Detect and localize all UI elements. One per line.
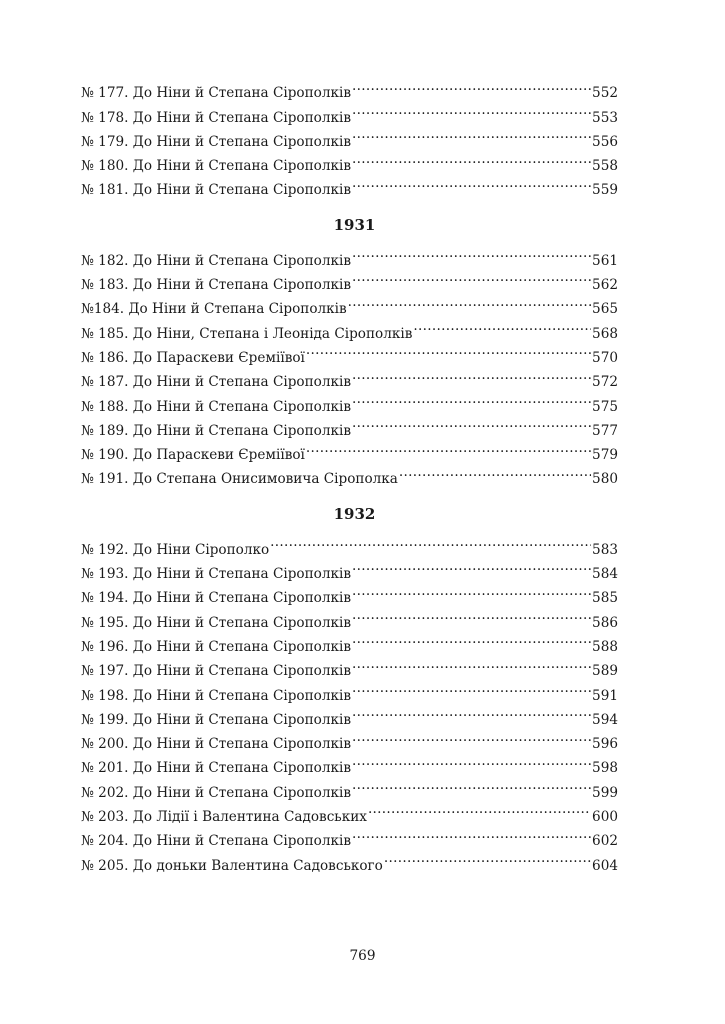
entry-title: № 195. До Ніни й Степана Сірополків	[81, 614, 351, 631]
dot-leader	[306, 435, 591, 459]
entry-page-number: 580	[592, 471, 618, 488]
entry-page-number: 558	[592, 158, 618, 175]
entry-page-number: 586	[592, 614, 618, 631]
toc-entry	[81, 240, 618, 269]
dot-leader	[352, 578, 591, 602]
toc-section	[81, 503, 618, 874]
dot-leader	[352, 627, 591, 651]
entry-page-number: 588	[592, 638, 618, 655]
entry-page-number: 552	[592, 85, 618, 102]
dot-leader	[352, 651, 591, 675]
dot-leader	[352, 265, 591, 289]
entry-page-number: 575	[592, 398, 618, 415]
dot-leader	[352, 772, 591, 796]
entry-title: № 202. До Ніни й Степана Сірополків	[81, 784, 351, 801]
dot-leader	[352, 602, 591, 626]
entry-page-number: 584	[592, 566, 618, 583]
entry-title: № 177. До Ніни й Степана Сірополків	[81, 85, 351, 102]
dot-leader	[352, 821, 591, 845]
dot-leader	[270, 529, 591, 553]
dot-leader	[306, 338, 591, 362]
toc-entry	[81, 529, 618, 558]
dot-leader	[348, 289, 591, 313]
entry-page-number: 589	[592, 663, 618, 680]
entry-page-number: 568	[592, 325, 618, 342]
dot-leader	[352, 748, 591, 772]
dot-leader	[368, 797, 591, 821]
entry-title: № 191. До Степана Онисимовича Сірополка	[81, 471, 398, 488]
toc-section	[81, 73, 618, 199]
entry-page-number: 562	[592, 277, 618, 294]
entry-page-number: 596	[592, 736, 618, 753]
entry-title: № 201. До Ніни й Степана Сірополків	[81, 760, 351, 777]
entry-title: № 200. До Ніни й Степана Сірополків	[81, 736, 351, 753]
entry-page-number: 602	[592, 833, 618, 850]
dot-leader	[352, 724, 591, 748]
entry-page-number: 594	[592, 711, 618, 728]
entry-page-number: 565	[592, 301, 618, 318]
entry-title: № 185. До Ніни, Степана і Леоніда Сірополків	[81, 325, 413, 342]
entry-title: № 188. До Ніни й Степана Сірополків	[81, 398, 351, 415]
entry-title: № 190. До Параскеви Єреміївої	[81, 447, 305, 464]
entry-title: № 193. До Ніни й Степана Сірополків	[81, 566, 351, 583]
entry-title: № 183. До Ніни й Степана Сірополків	[81, 277, 351, 294]
entry-title: № 179. До Ніни й Степана Сірополків	[81, 133, 351, 150]
entry-title: №184. До Ніни й Степана Сірополків	[81, 301, 347, 318]
dot-leader	[352, 122, 591, 146]
dot-leader	[352, 554, 591, 578]
table-of-contents	[81, 73, 618, 874]
entry-title: № 196. До Ніни й Степана Сірополків	[81, 638, 351, 655]
toc-section	[81, 214, 618, 488]
dot-leader	[413, 313, 591, 337]
entry-title: № 181. До Ніни й Степана Сірополків	[81, 182, 351, 199]
entry-page-number: 600	[592, 809, 618, 826]
entry-title: № 180. До Ніни й Степана Сірополків	[81, 158, 351, 175]
dot-leader	[352, 386, 591, 410]
entry-page-number: 579	[592, 447, 618, 464]
dot-leader	[399, 459, 591, 483]
entry-title: № 178. До Ніни й Степана Сірополків	[81, 109, 351, 126]
entry-title: № 189. До Ніни й Степана Сірополків	[81, 422, 351, 439]
entry-title: № 187. До Ніни й Степана Сірополків	[81, 374, 351, 391]
dot-leader	[352, 97, 591, 121]
entry-page-number: 591	[592, 687, 618, 704]
dot-leader	[352, 73, 591, 97]
entry-page-number: 585	[592, 590, 618, 607]
entry-title: № 197. До Ніни й Степана Сірополків	[81, 663, 351, 680]
dot-leader	[352, 700, 591, 724]
entry-page-number: 577	[592, 422, 618, 439]
entry-page-number: 556	[592, 133, 618, 150]
entry-title: № 203. До Лідії і Валентина Садовських	[81, 809, 367, 826]
entry-page-number: 572	[592, 374, 618, 391]
entry-title: № 199. До Ніни й Степана Сірополків	[81, 711, 351, 728]
page-number: 769	[349, 948, 376, 964]
entry-page-number: 570	[592, 349, 618, 366]
dot-leader	[352, 146, 591, 170]
entry-title: № 182. До Ніни й Степана Сірополків	[81, 252, 351, 269]
entry-title: № 204. До Ніни й Степана Сірополків	[81, 833, 351, 850]
dot-leader	[352, 240, 591, 264]
entry-page-number: 559	[592, 182, 618, 199]
dot-leader	[352, 362, 591, 386]
entry-page-number: 598	[592, 760, 618, 777]
entry-title: № 194. До Ніни й Степана Сірополків	[81, 590, 351, 607]
dot-leader	[352, 675, 591, 699]
entry-page-number: 553	[592, 109, 618, 126]
year-heading: 1932	[333, 505, 376, 524]
year-heading: 1931	[333, 216, 376, 235]
dot-leader	[384, 845, 591, 869]
dot-leader	[352, 411, 591, 435]
entry-page-number: 604	[592, 857, 618, 874]
entry-title: № 192. До Ніни Сірополко	[81, 541, 270, 558]
entry-page-number: 583	[592, 541, 618, 558]
dot-leader	[352, 170, 591, 194]
entry-page-number: 561	[592, 252, 618, 269]
entry-title: № 198. До Ніни й Степана Сірополків	[81, 687, 351, 704]
entry-title: № 205. До доньки Валентина Садовського	[81, 857, 383, 874]
entry-page-number: 599	[592, 784, 618, 801]
toc-entry	[81, 73, 618, 102]
entry-title: № 186. До Параскеви Єреміївої	[81, 349, 305, 366]
